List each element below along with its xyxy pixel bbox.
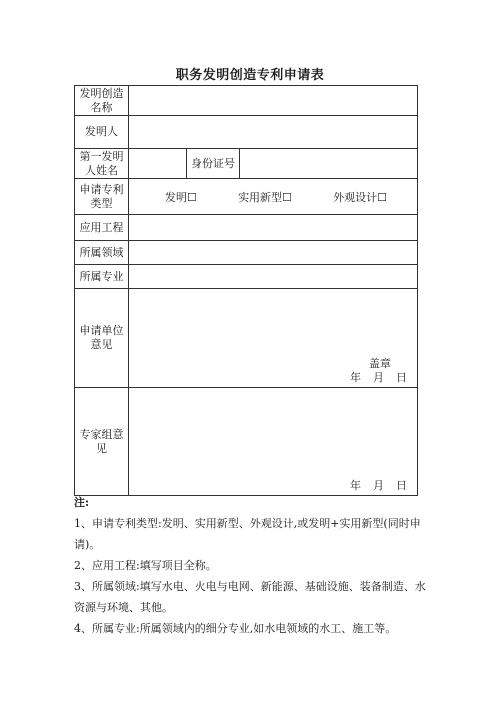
expert-opinion-field[interactable] xyxy=(129,388,418,496)
form-title: 职务发明创造专利申请表 xyxy=(175,68,325,83)
field-label: 所属领域 xyxy=(75,241,129,265)
date-year: 年 xyxy=(350,479,362,492)
first-inventor-label: 第一发明人姓名 xyxy=(75,149,129,179)
inventor-label: 发明人 xyxy=(75,116,129,149)
inventor-field[interactable] xyxy=(129,116,418,149)
note-item: 4、所属专业:所属领域内的细分专业,如水电领域的水工、施工等。 xyxy=(74,622,397,635)
date-year: 年 xyxy=(350,371,362,384)
note-item: 3、所属领域:填写水电、火电与电网、新能源、基础设施、装备制造、水资源与环境、其他。 xyxy=(74,580,426,614)
date-month: 月 xyxy=(373,479,385,492)
field-field[interactable] xyxy=(129,241,418,265)
date-month: 月 xyxy=(373,371,385,384)
patent-type-options xyxy=(129,179,418,215)
note-item: 2、应用工程:填写项目全称。 xyxy=(74,559,217,572)
option-invention-checkbox[interactable]: 发明☐ xyxy=(165,190,197,204)
invention-name-field[interactable] xyxy=(129,86,418,116)
major-field[interactable] xyxy=(129,265,418,289)
option-utility-model-checkbox[interactable]: 实用新型☐ xyxy=(238,190,292,204)
applicant-opinion-field[interactable] xyxy=(129,289,418,388)
date-day: 日 xyxy=(396,479,408,492)
notes-heading: 注: xyxy=(74,496,90,509)
project-label: 应用工程 xyxy=(75,215,129,241)
seal-text: 盖章 xyxy=(369,357,392,370)
applicant-opinion-label: 申请单位意见 xyxy=(75,289,129,388)
invention-name-label: 发明创造名称 xyxy=(75,86,129,116)
notes xyxy=(74,492,434,639)
id-number-field[interactable] xyxy=(240,149,418,179)
project-field[interactable] xyxy=(129,215,418,241)
date-day: 日 xyxy=(396,371,408,384)
option-design-checkbox[interactable]: 外观设计☐ xyxy=(333,190,387,204)
patent-type-label: 申请专利类型 xyxy=(75,179,129,215)
applicant-date xyxy=(338,369,407,385)
id-number-label: 身份证号 xyxy=(187,149,240,179)
patent-application-form xyxy=(74,85,418,496)
expert-date xyxy=(338,477,407,493)
first-inventor-field[interactable] xyxy=(129,149,187,179)
major-label: 所属专业 xyxy=(75,265,129,289)
expert-opinion-label: 专家组意见 xyxy=(75,388,129,496)
note-item: 1、申请专利类型:发明、实用新型、外观设计,或发明+实用新型(同时申请)。 xyxy=(74,517,421,551)
